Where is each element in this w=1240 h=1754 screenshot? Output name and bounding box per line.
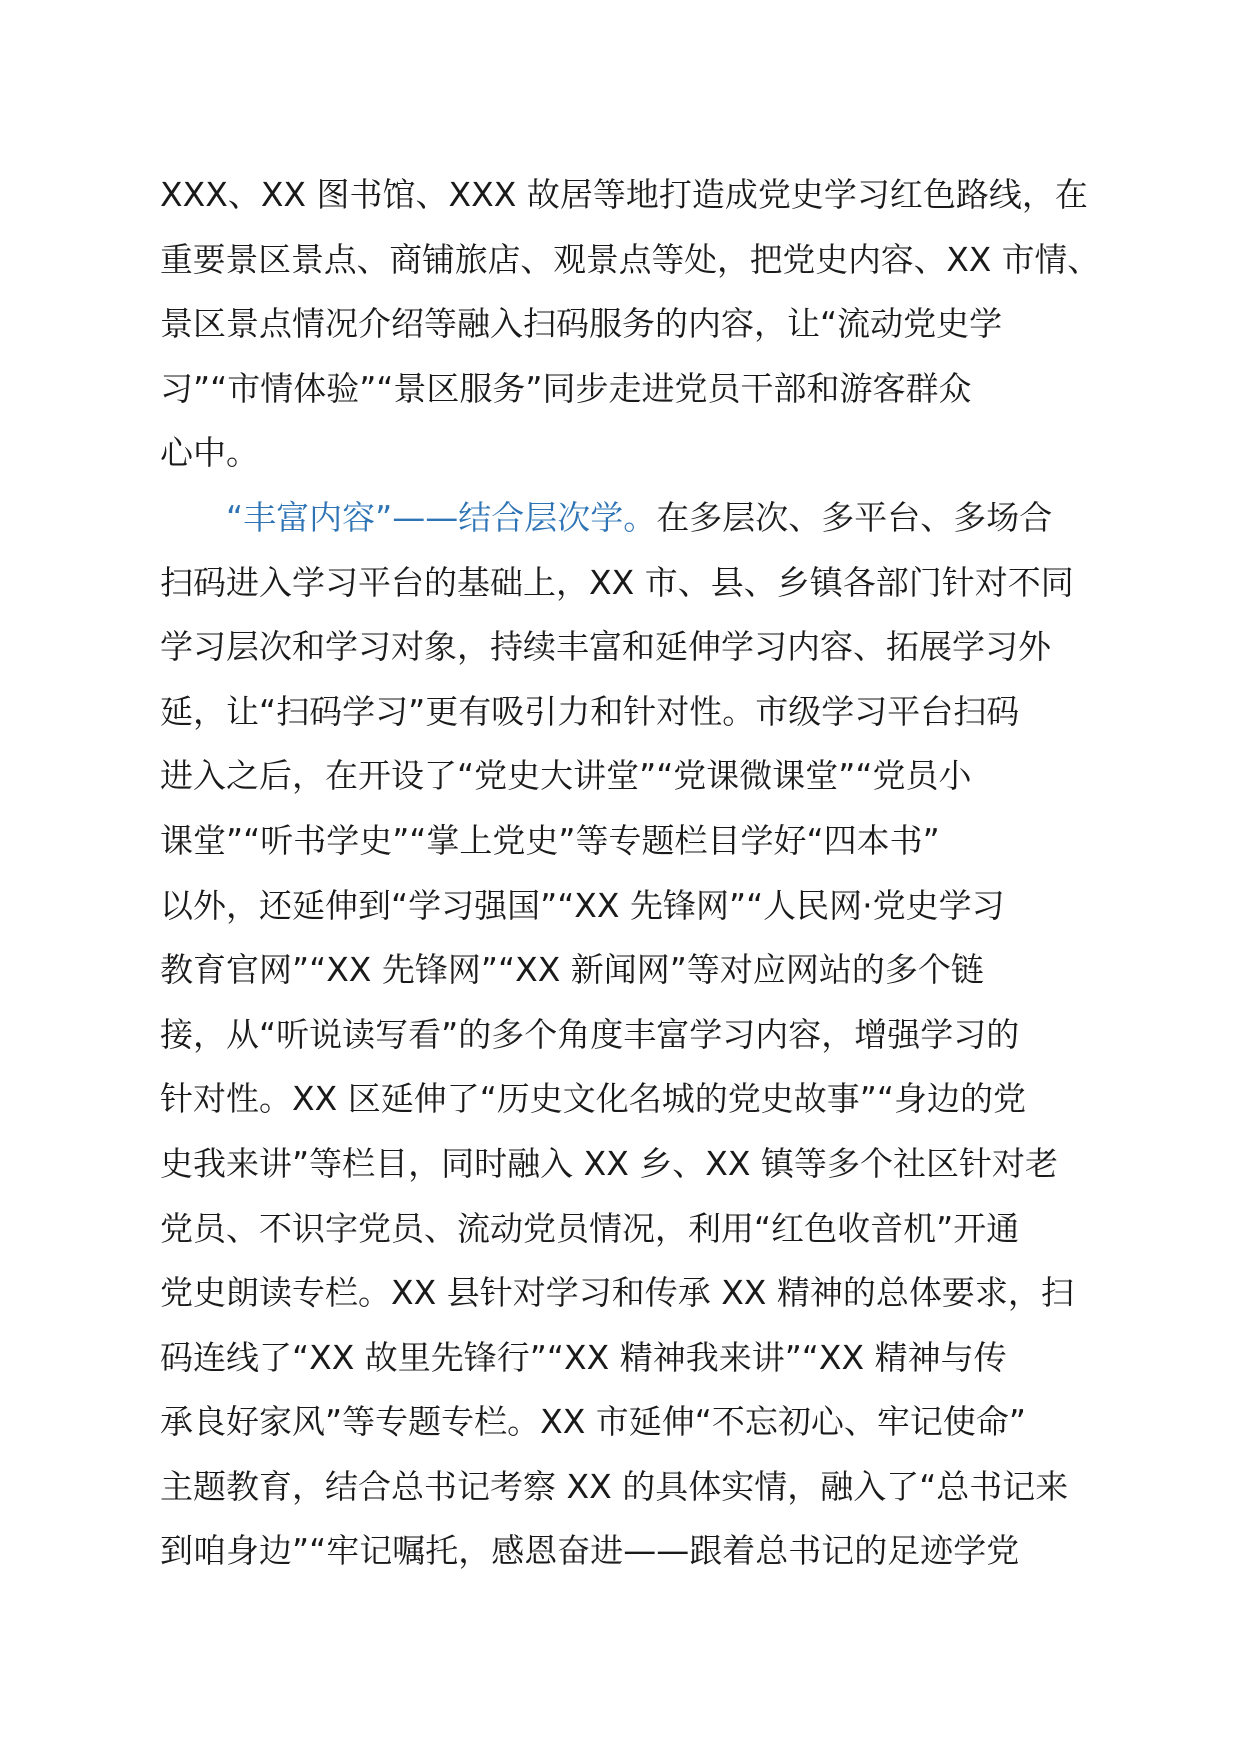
text-line: 教育官网”“XX 先锋网”“XX 新闻网”等对应网站的多个链 [160, 950, 984, 990]
section-heading: “丰富内容”——结合层次学。 [226, 497, 657, 537]
text-line: 景区景点情况介绍等融入扫码服务的内容，让“流动党史学 [160, 304, 1003, 344]
text-line: 到咱身边”“牢记嘱托，感恩奋进——跟着总书记的足迹学党 [160, 1531, 1020, 1571]
text-line: XXX、XX 图书馆、XXX 故居等地打造成党史学习红色路线，在 [160, 175, 1088, 214]
text-line: 承良好家风”等专题专栏。XX 市延伸“不忘初心、牢记使命” [160, 1402, 1026, 1442]
text-line: “丰富内容”——结合层次学。在多层次、多平台、多场合 [160, 486, 1100, 551]
text-line: 进入之后，在开设了“党史大讲堂”“党课微课堂”“党员小 [160, 756, 972, 796]
text-line: 延，让“扫码学习”更有吸引力和针对性。市级学习平台扫码 [160, 691, 1020, 731]
text-line: 党史朗读专栏。XX 县针对学习和传承 XX 精神的总体要求，扫 [160, 1273, 1074, 1313]
text-line: 心中。 [160, 433, 259, 473]
text-line: 主题教育，结合总书记考察 XX 的具体实情，融入了“总书记来 [160, 1466, 1069, 1506]
text-line: 课堂”“听书学史”“掌上党史”等专题栏目学好“四本书” [160, 820, 940, 860]
text-line: 接，从“听说读写看”的多个角度丰富学习内容，增强学习的 [160, 1014, 1020, 1054]
paragraph-2 [160, 486, 1100, 1584]
text-line: 扫码进入学习平台的基础上，XX 市、县、乡镇各部门针对不同 [160, 562, 1074, 602]
paragraph-1 [160, 163, 1100, 486]
text-line: 针对性。XX 区延伸了“历史文化名城的党史故事”“身边的党 [160, 1079, 1026, 1119]
text-line: 码连线了“XX 故里先锋行”“XX 精神我来讲”“XX 精神与传 [160, 1337, 1007, 1377]
text-line: 史我来讲”等栏目，同时融入 XX 乡、XX 镇等多个社区针对老 [160, 1143, 1058, 1183]
text-line: 学习层次和学习对象，持续丰富和延伸学习内容、拓展学习外 [160, 627, 1051, 667]
text-line: 以外，还延伸到“学习强国”“XX 先锋网”“人民网·党史学习 [160, 885, 1005, 925]
document-body [160, 163, 1100, 1584]
text-line: 党员、不识字党员、流动党员情况，利用“红色收音机”开通 [160, 1208, 1020, 1248]
text-line: 习”“市情体验”“景区服务”同步走进党员干部和游客群众 [160, 368, 972, 408]
text-line: 重要景区景点、商铺旅店、观景点等处，把党史内容、XX 市情、 [160, 239, 1100, 279]
